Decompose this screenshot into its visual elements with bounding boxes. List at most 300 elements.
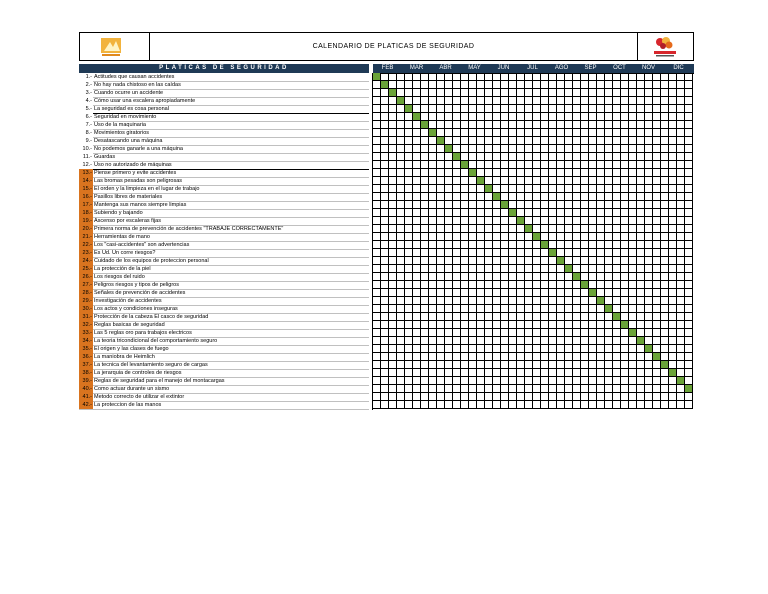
calendar-cell (389, 313, 397, 321)
calendar-cell (637, 161, 645, 169)
calendar-cell (581, 129, 589, 137)
calendar-cell (437, 377, 445, 385)
calendar-cell (565, 169, 573, 177)
topic-number: 18.- (79, 209, 93, 217)
calendar-cell (565, 353, 573, 361)
calendar-cell (437, 217, 445, 225)
scheduled-cell (533, 233, 541, 241)
calendar-cell (437, 233, 445, 241)
calendar-cell (405, 297, 413, 305)
calendar-cell (677, 353, 685, 361)
calendar-cell (501, 153, 509, 161)
calendar-cell (421, 225, 429, 233)
calendar-cell (613, 233, 621, 241)
calendar-cell (645, 233, 653, 241)
calendar-cell (533, 249, 541, 257)
calendar-cell (685, 297, 693, 305)
calendar-cell (557, 177, 565, 185)
calendar-cell (469, 121, 477, 129)
calendar-cell (493, 361, 501, 369)
calendar-cell (581, 161, 589, 169)
scheduled-cell (413, 113, 421, 121)
calendar-cell (573, 193, 581, 201)
calendar-cell (653, 321, 661, 329)
calendar-cell (509, 281, 517, 289)
calendar-cell (525, 305, 533, 313)
calendar-cell (397, 161, 405, 169)
calendar-cell (421, 129, 429, 137)
calendar-cell (637, 393, 645, 401)
month-dic: DIC (663, 64, 694, 73)
calendar-cell (645, 217, 653, 225)
calendar-cell (589, 233, 597, 241)
calendar-cell (525, 369, 533, 377)
calendar-cell (581, 369, 589, 377)
calendar-cell (421, 393, 429, 401)
calendar-cell (589, 121, 597, 129)
calendar-cell (541, 73, 549, 81)
calendar-cell (373, 257, 381, 265)
calendar-cell (445, 369, 453, 377)
calendar-cell (597, 185, 605, 193)
calendar-cell (573, 169, 581, 177)
calendar-cell (405, 169, 413, 177)
calendar-cell (613, 89, 621, 97)
calendar-cell (381, 257, 389, 265)
calendar-cell (661, 153, 669, 161)
calendar-cell (469, 297, 477, 305)
calendar-cell (413, 89, 421, 97)
calendar-cell (573, 353, 581, 361)
calendar-cell (549, 385, 557, 393)
calendar-cell (397, 121, 405, 129)
calendar-cell (557, 89, 565, 97)
calendar-cell (517, 209, 525, 217)
calendar-cell (565, 73, 573, 81)
calendar-cell (389, 297, 397, 305)
calendar-cell (677, 89, 685, 97)
calendar-cell (429, 217, 437, 225)
calendar-cell (453, 313, 461, 321)
calendar-cell (565, 209, 573, 217)
calendar-cell (613, 105, 621, 113)
scheduled-cell (557, 257, 565, 265)
calendar-cell (661, 377, 669, 385)
calendar-cell (437, 209, 445, 217)
calendar-cell (493, 233, 501, 241)
calendar-cell (637, 113, 645, 121)
calendar-cell (381, 185, 389, 193)
calendar-cell (381, 305, 389, 313)
calendar-cell (581, 169, 589, 177)
calendar-cell (581, 193, 589, 201)
calendar-cell (413, 217, 421, 225)
calendar-cell (493, 121, 501, 129)
calendar-cell (581, 273, 589, 281)
calendar-cell (397, 297, 405, 305)
calendar-cell (533, 209, 541, 217)
calendar-cell (533, 369, 541, 377)
calendar-cell (477, 401, 485, 409)
calendar-cell (685, 361, 693, 369)
calendar-cell (669, 145, 677, 153)
calendar-cell (645, 97, 653, 105)
calendar-cell (565, 89, 573, 97)
calendar-cell (469, 289, 477, 297)
calendar-cell (501, 337, 509, 345)
calendar-cell (453, 353, 461, 361)
calendar-cell (517, 313, 525, 321)
calendar-cell (541, 297, 549, 305)
header (79, 32, 694, 61)
calendar-cell (549, 281, 557, 289)
calendar-cell (533, 393, 541, 401)
calendar-cell (453, 361, 461, 369)
calendar-cell (661, 345, 669, 353)
calendar-cell (621, 121, 629, 129)
calendar-cell (677, 105, 685, 113)
calendar-cell (461, 249, 469, 257)
calendar-cell (613, 257, 621, 265)
calendar-cell (397, 241, 405, 249)
calendar-cell (637, 241, 645, 249)
calendar-cell (389, 129, 397, 137)
calendar-cell (661, 321, 669, 329)
calendar-cell (677, 369, 685, 377)
topic-label: La tecnica del levantamiento seguro de cargas (94, 362, 208, 368)
calendar-cell (597, 281, 605, 289)
calendar-cell (597, 257, 605, 265)
calendar-cell (389, 329, 397, 337)
calendar-cell (637, 321, 645, 329)
calendar-cell (669, 89, 677, 97)
calendar-cell (685, 329, 693, 337)
calendar-cell (517, 329, 525, 337)
calendar-cell (389, 353, 397, 361)
calendar-cell (493, 257, 501, 265)
calendar-cell (557, 129, 565, 137)
calendar-cell (477, 377, 485, 385)
calendar-cell (381, 385, 389, 393)
calendar-cell (557, 377, 565, 385)
calendar-cell (429, 241, 437, 249)
calendar-cell (413, 265, 421, 273)
scheduled-cell (517, 217, 525, 225)
calendar-cell (605, 185, 613, 193)
calendar-cell (573, 89, 581, 97)
calendar-cell (645, 353, 653, 361)
calendar-cell (469, 81, 477, 89)
calendar-cell (549, 185, 557, 193)
calendar-cell (397, 177, 405, 185)
calendar-cell (429, 369, 437, 377)
topic-number: 4.- (79, 97, 93, 105)
calendar-cell (429, 233, 437, 241)
topic-label: Reglas de seguridad para el manejo del montacargas (94, 378, 225, 384)
month-feb: FEB (373, 64, 402, 73)
calendar-cell (525, 313, 533, 321)
calendar-cell (517, 185, 525, 193)
scheduled-cell (637, 337, 645, 345)
calendar-cell (421, 73, 429, 81)
calendar-cell (373, 145, 381, 153)
page-title: CALENDARIO DE PLATICAS DE SEGURIDAD (312, 43, 475, 50)
calendar-cell (653, 129, 661, 137)
calendar-cell (485, 105, 493, 113)
calendar-cell (629, 361, 637, 369)
calendar-cell (589, 241, 597, 249)
calendar-cell (381, 281, 389, 289)
calendar-cell (573, 137, 581, 145)
calendar-cell (469, 153, 477, 161)
calendar-cell (509, 201, 517, 209)
calendar-cell (573, 113, 581, 121)
calendar-cell (621, 345, 629, 353)
calendar-cell (621, 145, 629, 153)
calendar-cell (565, 385, 573, 393)
calendar-cell (477, 385, 485, 393)
calendar-cell (605, 169, 613, 177)
calendar-cell (381, 401, 389, 409)
calendar-cell (413, 225, 421, 233)
calendar-cell (621, 257, 629, 265)
calendar-cell (565, 201, 573, 209)
calendar-cell (645, 313, 653, 321)
calendar-cell (613, 185, 621, 193)
calendar-cell (429, 321, 437, 329)
calendar-cell (389, 265, 397, 273)
calendar-cell (541, 121, 549, 129)
calendar-cell (389, 273, 397, 281)
calendar-cell (381, 329, 389, 337)
calendar-cell (685, 177, 693, 185)
calendar-cell (493, 273, 501, 281)
topic-number: 33.- (79, 329, 93, 337)
scheduled-cell (677, 377, 685, 385)
topic-number: 34.- (79, 337, 93, 345)
calendar-cell (429, 337, 437, 345)
calendar-cell (509, 97, 517, 105)
topic-label: La maniobra de Heimlich (94, 354, 155, 360)
calendar-cell (445, 89, 453, 97)
calendar-cell (549, 393, 557, 401)
calendar-cell (477, 313, 485, 321)
calendar-cell (469, 257, 477, 265)
calendar-cell (373, 281, 381, 289)
calendar-cell (437, 225, 445, 233)
calendar-cell (565, 273, 573, 281)
calendar-cell (461, 273, 469, 281)
calendar-cell (573, 177, 581, 185)
calendar-cell (485, 169, 493, 177)
calendar-cell (549, 289, 557, 297)
calendar-cell (645, 289, 653, 297)
calendar-cell (381, 265, 389, 273)
calendar-cell (517, 353, 525, 361)
calendar-cell (541, 193, 549, 201)
calendar-cell (421, 113, 429, 121)
calendar-cell (389, 385, 397, 393)
calendar-cell (565, 401, 573, 409)
calendar-cell (637, 353, 645, 361)
calendar-cell (549, 305, 557, 313)
calendar-cell (389, 305, 397, 313)
calendar-cell (637, 193, 645, 201)
calendar-cell (517, 401, 525, 409)
calendar-cell (477, 105, 485, 113)
calendar-cell (685, 393, 693, 401)
calendar-cell (549, 209, 557, 217)
calendar-cell (613, 145, 621, 153)
calendar-cell (405, 201, 413, 209)
calendar-cell (589, 129, 597, 137)
calendar-cell (461, 337, 469, 345)
calendar-cell (629, 169, 637, 177)
calendar-cell (541, 257, 549, 265)
calendar-cell (605, 281, 613, 289)
calendar-cell (573, 305, 581, 313)
calendar-cell (685, 321, 693, 329)
calendar-cell (565, 345, 573, 353)
calendar-cell (381, 377, 389, 385)
topic-label: Cuidado de los equipos de proteccion personal (94, 258, 209, 264)
calendar-cell (381, 361, 389, 369)
calendar-cell (493, 401, 501, 409)
calendar-cell (405, 281, 413, 289)
calendar-cell (477, 201, 485, 209)
calendar-cell (653, 145, 661, 153)
calendar-cell (685, 153, 693, 161)
scheduled-cell (453, 153, 461, 161)
calendar-cell (453, 217, 461, 225)
calendar-cell (445, 353, 453, 361)
calendar-cell (485, 313, 493, 321)
calendar-cell (669, 241, 677, 249)
calendar-cell (613, 401, 621, 409)
calendar-cell (509, 337, 517, 345)
calendar-cell (677, 273, 685, 281)
calendar-cell (589, 201, 597, 209)
calendar-cell (605, 161, 613, 169)
calendar-cell (477, 137, 485, 145)
calendar-cell (381, 201, 389, 209)
calendar-cell (525, 193, 533, 201)
calendar-cell (565, 241, 573, 249)
calendar-cell (477, 193, 485, 201)
calendar-cell (517, 97, 525, 105)
calendar-cell (509, 217, 517, 225)
scheduled-cell (429, 129, 437, 137)
calendar-cell (461, 177, 469, 185)
calendar-cell (397, 209, 405, 217)
calendar-cell (669, 113, 677, 121)
calendar-cell (421, 169, 429, 177)
calendar-cell (613, 201, 621, 209)
calendar-cell (477, 393, 485, 401)
calendar-cell (621, 113, 629, 121)
calendar-cell (541, 313, 549, 321)
calendar-cell (405, 225, 413, 233)
calendar-cell (485, 241, 493, 249)
calendar-cell (661, 169, 669, 177)
calendar-cell (685, 89, 693, 97)
calendar-cell (485, 201, 493, 209)
calendar-cell (677, 345, 685, 353)
calendar-cell (517, 289, 525, 297)
calendar-cell (477, 369, 485, 377)
calendar-cell (661, 225, 669, 233)
calendar-cell (493, 105, 501, 113)
calendar-cell (557, 193, 565, 201)
scheduled-cell (669, 369, 677, 377)
calendar-cell (613, 361, 621, 369)
calendar-cell (437, 241, 445, 249)
calendar-cell (517, 89, 525, 97)
calendar-cell (453, 241, 461, 249)
calendar-cell (485, 329, 493, 337)
scheduled-cell (485, 185, 493, 193)
calendar-cell (621, 297, 629, 305)
calendar-cell (653, 225, 661, 233)
calendar-cell (677, 393, 685, 401)
topic-label: Uso de la maquinaria (94, 122, 146, 128)
calendar-cell (381, 153, 389, 161)
calendar-cell (421, 345, 429, 353)
calendar-cell (381, 353, 389, 361)
calendar-cell (661, 193, 669, 201)
calendar-cell (653, 297, 661, 305)
calendar-cell (581, 305, 589, 313)
calendar-cell (525, 385, 533, 393)
calendar-cell (453, 89, 461, 97)
calendar-cell (661, 233, 669, 241)
calendar-cell (669, 161, 677, 169)
calendar-cell (605, 369, 613, 377)
calendar-cell (613, 217, 621, 225)
calendar-cell (621, 193, 629, 201)
calendar-cell (525, 345, 533, 353)
calendar-cell (437, 249, 445, 257)
calendar-cell (493, 177, 501, 185)
calendar-cell (613, 281, 621, 289)
topic-label: Seguridad en movimiento (94, 114, 157, 120)
calendar-cell (493, 89, 501, 97)
calendar-cell (397, 401, 405, 409)
calendar-cell (613, 329, 621, 337)
calendar-cell (453, 177, 461, 185)
calendar-cell (541, 137, 549, 145)
calendar-cell (381, 145, 389, 153)
calendar-cell (397, 193, 405, 201)
calendar-cell (437, 105, 445, 113)
calendar-cell (541, 145, 549, 153)
calendar-cell (493, 329, 501, 337)
calendar-cell (557, 169, 565, 177)
calendar-cell (541, 209, 549, 217)
calendar-cell (493, 97, 501, 105)
calendar-cell (413, 137, 421, 145)
calendar-cell (573, 185, 581, 193)
calendar-cell (477, 329, 485, 337)
calendar-cell (477, 97, 485, 105)
calendar-cell (525, 201, 533, 209)
calendar-cell (549, 297, 557, 305)
calendar-cell (677, 313, 685, 321)
calendar-cell (437, 145, 445, 153)
calendar-cell (653, 273, 661, 281)
calendar-cell (421, 241, 429, 249)
calendar-cell (421, 353, 429, 361)
